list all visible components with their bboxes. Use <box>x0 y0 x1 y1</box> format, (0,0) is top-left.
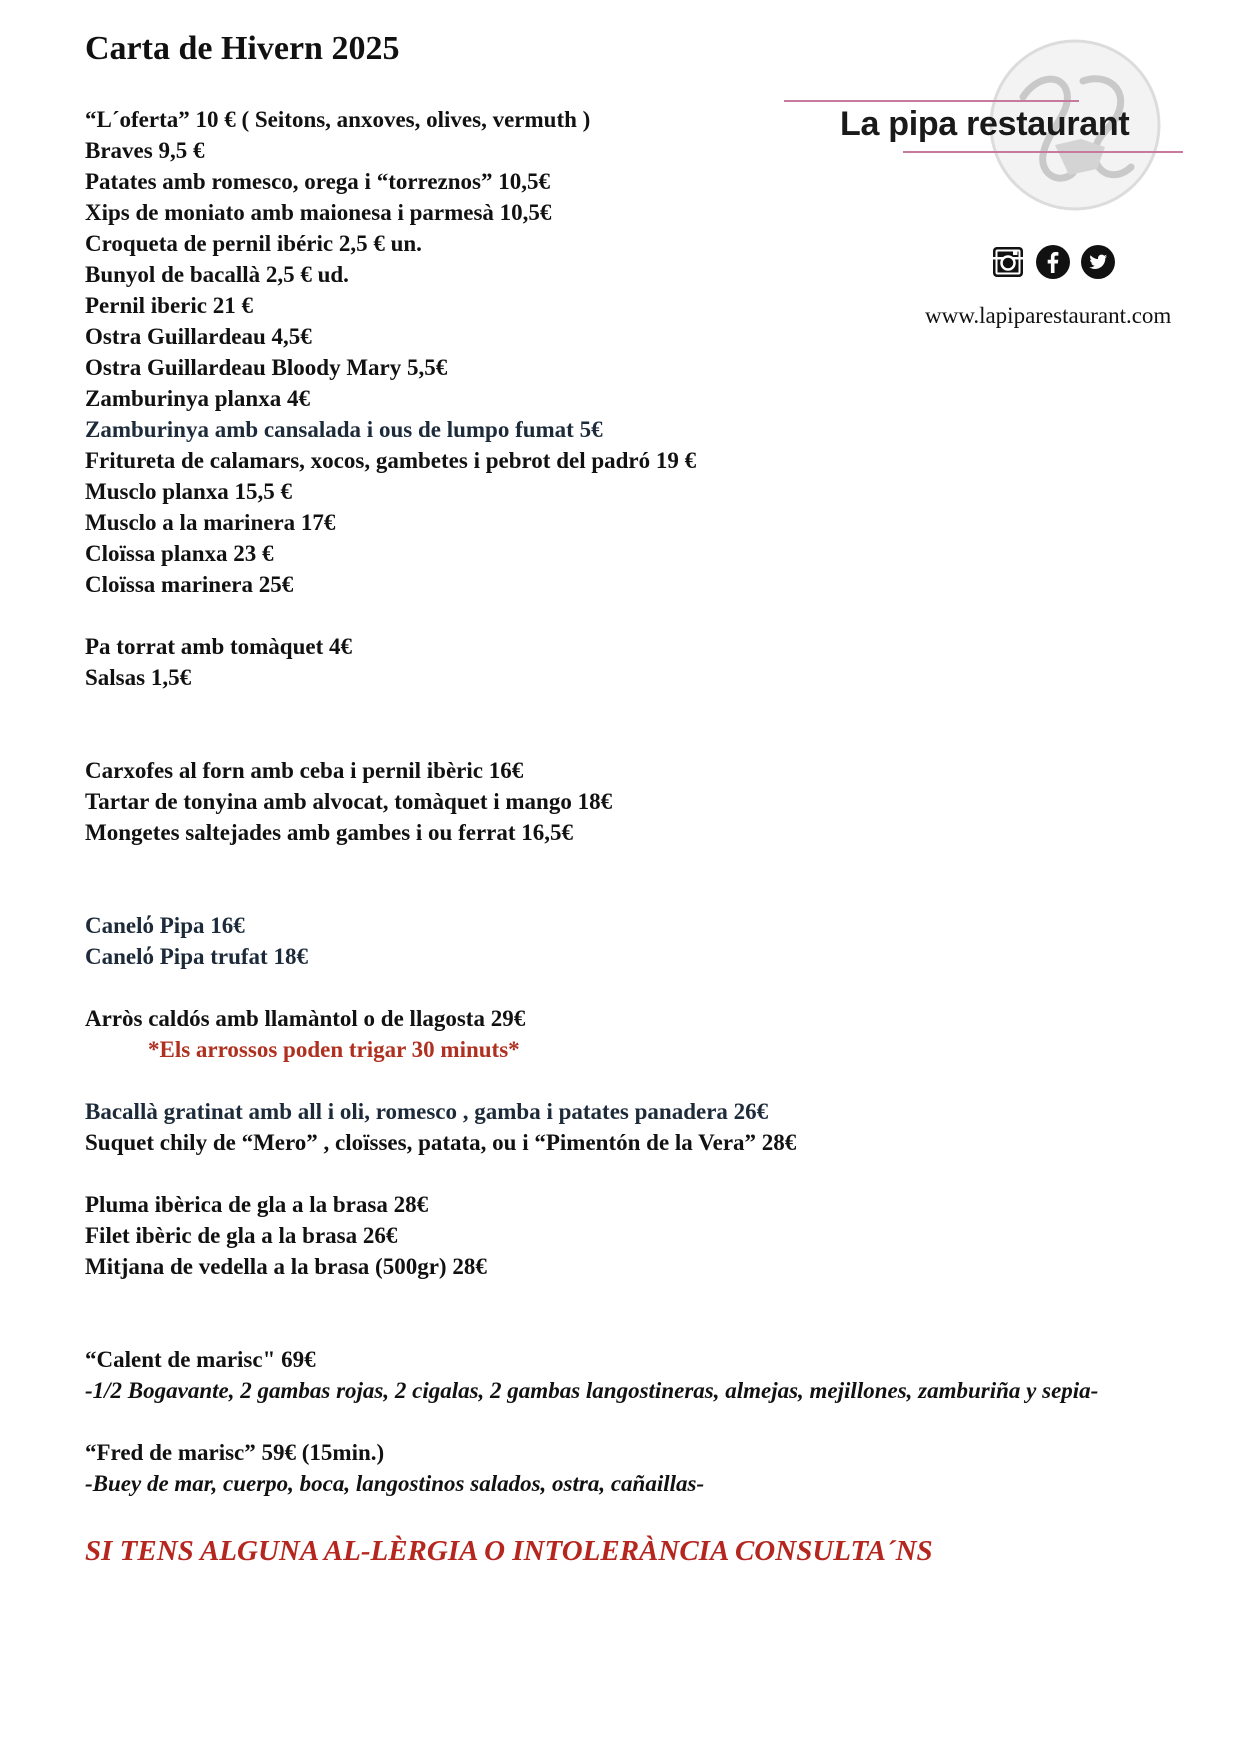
social-links <box>990 244 1116 280</box>
menu-item: “Fred de marisc” 59€ (15min.) <box>85 1440 385 1465</box>
page-title: Carta de Hivern 2025 <box>85 30 400 67</box>
menu-item: Zamburinya amb cansalada i ous de lumpo fumat 5€ <box>85 417 603 442</box>
menu-item: Musclo planxa 15,5 € <box>85 479 293 504</box>
menu-item: Pa torrat amb tomàquet 4€ <box>85 634 353 659</box>
menu-item: Zamburinya planxa 4€ <box>85 386 310 411</box>
menu-item: Pluma ibèrica de gla a la brasa 28€ <box>85 1192 429 1217</box>
menu-item: Pernil iberic 21 € <box>85 293 253 318</box>
allergy-notice: SI TENS ALGUNA AL-LÈRGIA O INTOLERÀNCIA CONSULTA´NS <box>85 1535 933 1567</box>
instagram-icon[interactable] <box>990 244 1026 280</box>
menu-item: Mongetes saltejades amb gambes i ou ferrat 16,5€ <box>85 820 574 845</box>
menu-item: Tartar de tonyina amb alvocat, tomàquet i mango 18€ <box>85 789 613 814</box>
menu-item: Arròs caldós amb llamàntol o de llagosta 29€ <box>85 1006 526 1031</box>
website-link[interactable]: www.lapiparestaurant.com <box>925 303 1172 328</box>
menu-item: Ostra Guillardeau 4,5€ <box>85 324 312 349</box>
rice-note: *Els arrossos poden trigar 30 minuts* <box>148 1037 520 1062</box>
menu-item: Ostra Guillardeau Bloody Mary 5,5€ <box>85 355 448 380</box>
menu-item: Patates amb romesco, orega i “torreznos” 10,5€ <box>85 169 551 194</box>
logo-accent-line <box>784 100 1079 102</box>
menu-item: Salsas 1,5€ <box>85 665 192 690</box>
menu-item: “Calent de marisc" 69€ <box>85 1347 316 1372</box>
menu-item: Canelό Pipa trufat 18€ <box>85 944 308 969</box>
menu-item: Carxofes al forn amb ceba i pernil ibèric 16€ <box>85 758 524 783</box>
menu-item: Xips de moniato amb maionesa i parmesà 10,5€ <box>85 200 552 225</box>
logo-accent-line <box>903 151 1183 153</box>
menu-item: Croqueta de pernil ibéric 2,5 € un. <box>85 231 422 256</box>
restaurant-logo <box>780 30 1200 230</box>
restaurant-name: La pipa restaurant <box>840 105 1130 143</box>
menu-item: Canelό Pipa 16€ <box>85 913 245 938</box>
menu-item: Cloïssa marinera 25€ <box>85 572 294 597</box>
menu-item: Fritureta de calamars, xocos, gambetes i pebrot del padró 19 € <box>85 448 697 473</box>
menu-item: Mitjana de vedella a la brasa (500gr) 28€ <box>85 1254 487 1279</box>
menu-item-description: -1/2 Bogavante, 2 gambas rojas, 2 cigalas, 2 gambas langostineras, almejas, mejillones, zamburiña y sepia- <box>85 1378 1099 1403</box>
facebook-icon[interactable] <box>1035 244 1071 280</box>
menu-item: Bacallà gratinat amb all i oli, romesco , gamba i patates panadera 26€ <box>85 1099 769 1124</box>
menu-item: Cloïssa planxa 23 € <box>85 541 274 566</box>
menu-item: Suquet chily de “Mero” , cloïsses, patata, ou i “Pimentón de la Vera” 28€ <box>85 1130 797 1155</box>
menu-item: Filet ibèric de gla a la brasa 26€ <box>85 1223 398 1248</box>
menu-item-description: -Buey de mar, cuerpo, boca, langostinos salados, ostra, cañaillas- <box>85 1471 705 1496</box>
menu-item: Braves 9,5 € <box>85 138 205 163</box>
menu-item: “L´oferta” 10 € ( Seitons, anxoves, olives, vermuth ) <box>85 107 591 132</box>
menu-item: Bunyol de bacallà 2,5 € ud. <box>85 262 349 287</box>
menu-item: Musclo a la marinera 17€ <box>85 510 336 535</box>
twitter-icon[interactable] <box>1080 244 1116 280</box>
